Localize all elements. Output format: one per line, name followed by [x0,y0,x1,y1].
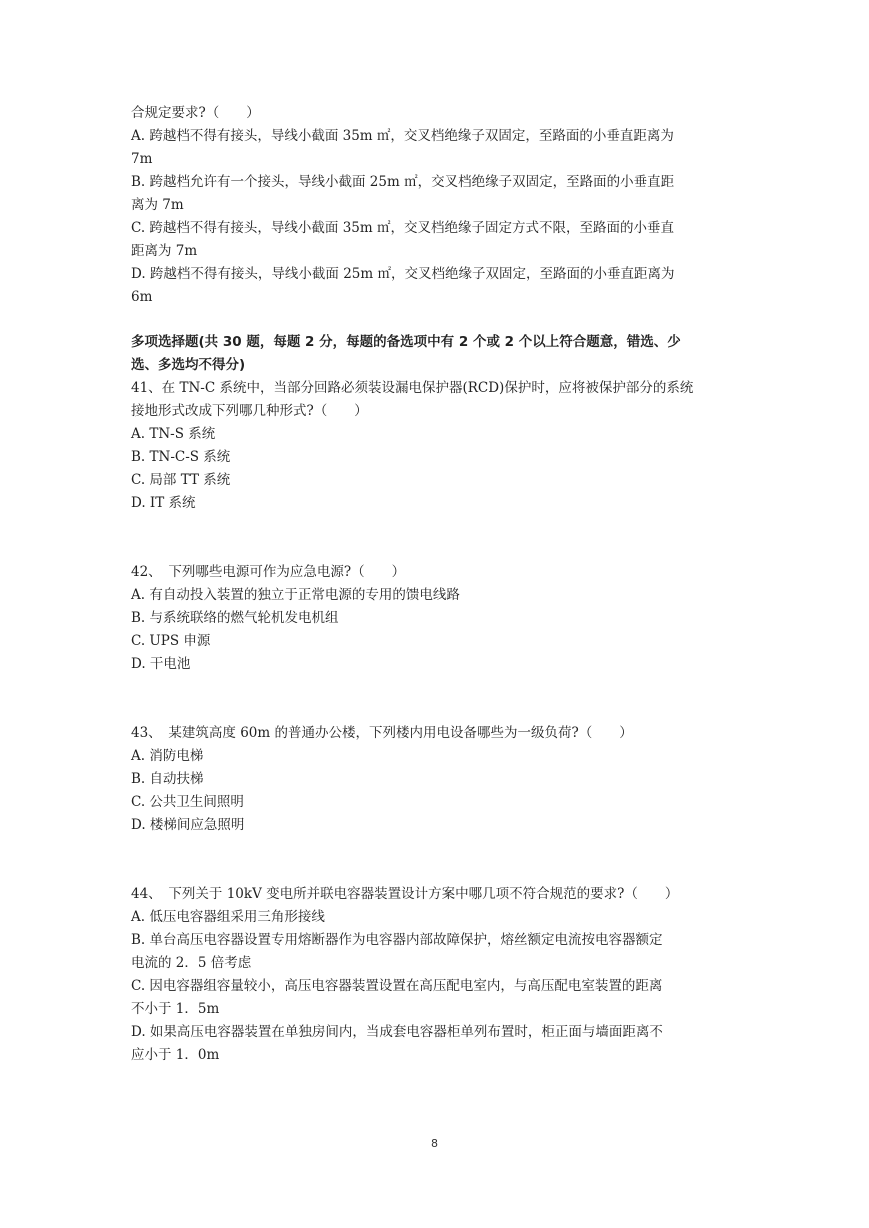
option-a: A. 有自动投入装置的独立于正常电源的专用的馈电线路 [131,587,460,603]
spacer [131,676,743,722]
option-line: B. 单台高压电容器设置专用熔断器作为电容器内部故障保护，熔丝额定电流按电容器额定 [131,932,663,948]
option-b [131,171,743,217]
option-line: C. 因电容器组容量较小，高压电容器装置设置在高压配电室内，与高压配电室装置的距离 [131,978,663,994]
page-content [131,102,743,1067]
option-c: C. 公共卫生间照明 [131,794,244,810]
question-40-tail [131,102,743,309]
question-42 [131,561,743,676]
option-d: D. 干电池 [131,656,191,672]
question-43 [131,722,743,837]
option-line: B. 跨越档允许有一个接头，导线小截面 25m ㎡，交叉档绝缘子双固定，至路面的小垂直距 [131,174,675,190]
section-heading-line: 选、多选均不得分) [131,357,246,373]
question-stem-line: 43、 某建筑高度 60m 的普通办公楼，下列楼内用电设备哪些为一级负荷?（ ） [131,725,633,741]
option-line: D. 跨越档不得有接头，导线小截面 25m ㎡，交叉档绝缘子双固定，至路面的小垂直距离为 [131,266,675,282]
option-a: A. 消防电梯 [131,748,204,764]
option-line: C. 跨越档不得有接头，导线小截面 35m ㎡，交叉档绝缘子固定方式不限，至路面的小垂直 [131,220,674,236]
question-stem-line: 42、 下列哪些电源可作为应急电源?（ ） [131,564,406,580]
option-c [131,217,743,263]
option-d: D. IT 系统 [131,495,196,511]
option-b: B. 自动扶梯 [131,771,204,787]
option-line: 电流的 2．5 倍考虑 [131,955,252,971]
option-c [131,975,743,1021]
option-d [131,1021,743,1067]
page-number: 8 [431,1137,438,1150]
spacer [131,515,743,561]
option-a: A. TN-S 系统 [131,426,216,442]
option-d [131,263,743,309]
option-line: D. 如果高压电容器装置在单独房间内，当成套电容器柜单列布置时，柜正面与墙面距离不 [131,1024,663,1040]
option-c: C. UPS 申源 [131,633,211,649]
spacer [131,837,743,883]
section-heading-line: 多项选择题(共 30 题，每题 2 分，每题的备选项中有 2 个或 2 个以上符合题意，错选、少 [131,334,681,350]
question-44 [131,883,743,1067]
option-d: D. 楼梯间应急照明 [131,817,245,833]
option-line: 应小于 1．0m [131,1047,220,1063]
question-41 [131,377,743,515]
option-line: 离为 7m [131,197,184,213]
section-heading [131,331,743,377]
option-line: 7m [131,151,153,167]
question-stem-line: 接地形式改成下列哪几种形式?（ ） [131,403,368,419]
option-line: 不小于 1．5m [131,1001,220,1017]
question-stem-line: 44、 下列关于 10kV 变电所并联电容器装置设计方案中哪几项不符合规范的要求?（ ） [131,886,679,902]
option-line: 距离为 7m [131,243,198,259]
option-c: C. 局部 TT 系统 [131,472,231,488]
option-b: B. TN-C-S 系统 [131,449,231,465]
option-line: A. 跨越档不得有接头，导线小截面 35m ㎡，交叉档绝缘子双固定，至路面的小垂直距离为 [131,128,674,144]
option-b [131,929,743,975]
option-b: B. 与系统联络的燃气轮机发电机组 [131,610,339,626]
question-stem-line: 合规定要求?（ ） [131,105,260,121]
option-a: A. 低压电容器组采用三角形接线 [131,909,325,925]
option-line: 6m [131,289,153,305]
option-a [131,125,743,171]
question-stem-line: 41、在 TN-C 系统中，当部分回路必须装设漏电保护器(RCD)保护时，应将被保护部分的系统 [131,380,694,396]
